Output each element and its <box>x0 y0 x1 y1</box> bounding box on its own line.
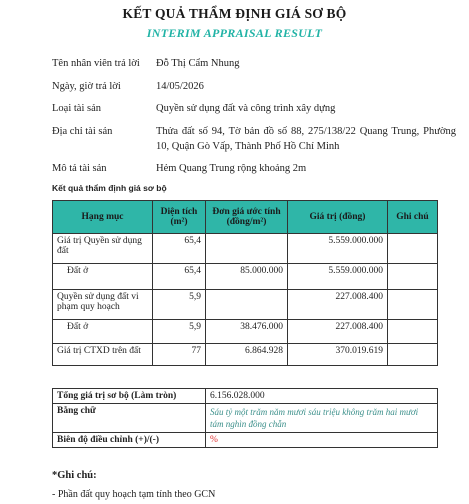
cell-value: 5.559.000.000 <box>288 264 388 290</box>
cell-note <box>388 264 438 290</box>
cell-item: Quyền sử dụng đất vi phạm quy hoạch <box>53 290 153 320</box>
cell-value: 5.559.000.000 <box>288 234 388 264</box>
cell-area: 65,4 <box>153 234 206 264</box>
range-value: % <box>206 433 438 448</box>
table-row <box>53 290 438 320</box>
section-title: Kết quả thẩm định giá sơ bộ <box>52 183 167 193</box>
summary-range-row <box>53 433 438 448</box>
table-row <box>53 234 438 264</box>
info-label: Loại tài sản <box>52 103 101 114</box>
cell-note <box>388 344 438 366</box>
header-item: Hạng mục <box>53 201 153 234</box>
summary-table <box>52 388 438 448</box>
document-subtitle: INTERIM APPRAISAL RESULT <box>146 26 323 40</box>
cell-item: Giá trị CTXD trên đất <box>53 344 153 366</box>
header-unit-price: Đơn giá ước tính (đồng/m²) <box>206 201 288 234</box>
header-value: Giá trị (đồng) <box>288 201 388 234</box>
notes-title: *Ghi chú: <box>52 470 97 481</box>
info-value: Thửa đất số 94, Tờ bản đồ số 88, 275/138/22 Quang Trung, Phường 10, Quận Gò Vấp, Thành Phố Hồ Chí Minh <box>156 126 456 152</box>
cell-value: 227.008.400 <box>288 320 388 344</box>
summary-total-row <box>53 389 438 404</box>
appraisal-table <box>52 200 438 366</box>
cell-unit-price: 38.476.000 <box>206 320 288 344</box>
document-title: KẾT QUẢ THẨM ĐỊNH GIÁ SƠ BỘ <box>122 6 347 21</box>
cell-area: 65,4 <box>153 264 206 290</box>
table-row <box>53 344 438 366</box>
total-value: 6.156.028.000 <box>206 389 438 404</box>
info-value: Quyền sử dụng đất và công trình xây dựng <box>156 103 336 114</box>
table-row <box>53 264 438 290</box>
header-note: Ghi chú <box>388 201 438 234</box>
cell-area: 5,9 <box>153 320 206 344</box>
cell-value: 370.019.619 <box>288 344 388 366</box>
cell-unit-price <box>206 234 288 264</box>
total-label: Tổng giá trị sơ bộ (Làm tròn) <box>53 389 206 404</box>
cell-value: 227.008.400 <box>288 290 388 320</box>
words-label: Bằng chữ <box>53 404 206 433</box>
info-value: 14/05/2026 <box>156 81 204 92</box>
cell-unit-price <box>206 290 288 320</box>
info-value: Đỗ Thị Cẩm Nhung <box>156 58 240 69</box>
cell-area: 77 <box>153 344 206 366</box>
cell-unit-price: 85.000.000 <box>206 264 288 290</box>
cell-item: Đất ở <box>53 264 153 290</box>
cell-note <box>388 234 438 264</box>
cell-area: 5,9 <box>153 290 206 320</box>
info-label: Mô tả tài sản <box>52 163 107 174</box>
note-item: - Phần đất quy hoạch tạm tính theo GCN <box>52 489 216 500</box>
cell-unit-price: 6.864.928 <box>206 344 288 366</box>
table-row <box>53 320 438 344</box>
info-value: Hẻm Quang Trung rộng khoảng 2m <box>156 163 307 174</box>
table-header-row <box>53 201 438 234</box>
info-label: Tên nhân viên trả lời <box>52 58 140 69</box>
range-label: Biên độ điều chỉnh (+)/(-) <box>53 433 206 448</box>
cell-item: Đất ở <box>53 320 153 344</box>
cell-item: Giá trị Quyền sử dụng đất <box>53 234 153 264</box>
cell-note <box>388 320 438 344</box>
header-area: Diện tích (m²) <box>153 201 206 234</box>
words-value: Sáu tỷ một trăm năm mươi sáu triệu không trăm hai mươi tám nghìn đồng chẵn <box>206 404 438 433</box>
info-label: Ngày, giờ trả lời <box>52 81 121 92</box>
info-label: Địa chỉ tài sản <box>52 126 113 137</box>
summary-words-row <box>53 404 438 433</box>
cell-note <box>388 290 438 320</box>
